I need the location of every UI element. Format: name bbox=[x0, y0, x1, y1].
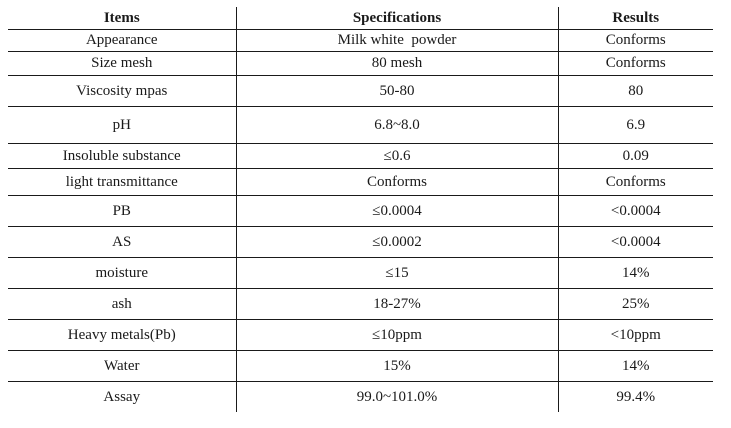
result-cell: Conforms bbox=[558, 169, 713, 196]
item-cell: moisture bbox=[8, 258, 236, 289]
result-cell: Conforms bbox=[558, 52, 713, 76]
item-cell: PB bbox=[8, 196, 236, 227]
item-cell: Size mesh bbox=[8, 52, 236, 76]
item-cell: AS bbox=[8, 227, 236, 258]
item-cell: Viscosity mpas bbox=[8, 76, 236, 107]
specification-cell: 15% bbox=[236, 351, 558, 382]
specification-cell: ≤10ppm bbox=[236, 320, 558, 351]
specification-cell: 6.8~8.0 bbox=[236, 107, 558, 144]
table-row bbox=[8, 258, 713, 289]
header-items: Items bbox=[8, 7, 236, 30]
table-row bbox=[8, 107, 713, 144]
table-row bbox=[8, 320, 713, 351]
item-cell: Water bbox=[8, 351, 236, 382]
item-cell: Insoluble substance bbox=[8, 144, 236, 169]
specification-cell: Milk white powder bbox=[236, 30, 558, 52]
specification-cell: ≤0.0002 bbox=[236, 227, 558, 258]
specification-cell: 80 mesh bbox=[236, 52, 558, 76]
item-cell: light transmittance bbox=[8, 169, 236, 196]
specification-cell: ≤0.0004 bbox=[236, 196, 558, 227]
item-cell: pH bbox=[8, 107, 236, 144]
header-specifications: Specifications bbox=[236, 7, 558, 30]
specification-table-container bbox=[8, 7, 713, 412]
result-cell: 0.09 bbox=[558, 144, 713, 169]
table-row bbox=[8, 52, 713, 76]
specification-cell: 99.0~101.0% bbox=[236, 382, 558, 413]
table-row bbox=[8, 144, 713, 169]
table-row bbox=[8, 382, 713, 413]
result-cell: 25% bbox=[558, 289, 713, 320]
table-row bbox=[8, 30, 713, 52]
specification-table bbox=[8, 7, 713, 412]
table-row bbox=[8, 289, 713, 320]
table-row bbox=[8, 76, 713, 107]
result-cell: 14% bbox=[558, 258, 713, 289]
specification-cell: 50-80 bbox=[236, 76, 558, 107]
item-cell: Assay bbox=[8, 382, 236, 413]
item-cell: Appearance bbox=[8, 30, 236, 52]
specification-cell: ≤15 bbox=[236, 258, 558, 289]
item-cell: Heavy metals(Pb) bbox=[8, 320, 236, 351]
item-cell: ash bbox=[8, 289, 236, 320]
result-cell: 14% bbox=[558, 351, 713, 382]
result-cell: <0.0004 bbox=[558, 227, 713, 258]
result-cell: 80 bbox=[558, 76, 713, 107]
result-cell: 99.4% bbox=[558, 382, 713, 413]
table-row bbox=[8, 351, 713, 382]
specification-cell: ≤0.6 bbox=[236, 144, 558, 169]
specification-cell: 18-27% bbox=[236, 289, 558, 320]
header-results: Results bbox=[558, 7, 713, 30]
result-cell: Conforms bbox=[558, 30, 713, 52]
result-cell: 6.9 bbox=[558, 107, 713, 144]
table-header-row bbox=[8, 7, 713, 30]
specification-cell: Conforms bbox=[236, 169, 558, 196]
result-cell: <0.0004 bbox=[558, 196, 713, 227]
table-row bbox=[8, 227, 713, 258]
table-row bbox=[8, 169, 713, 196]
table-row bbox=[8, 196, 713, 227]
result-cell: <10ppm bbox=[558, 320, 713, 351]
